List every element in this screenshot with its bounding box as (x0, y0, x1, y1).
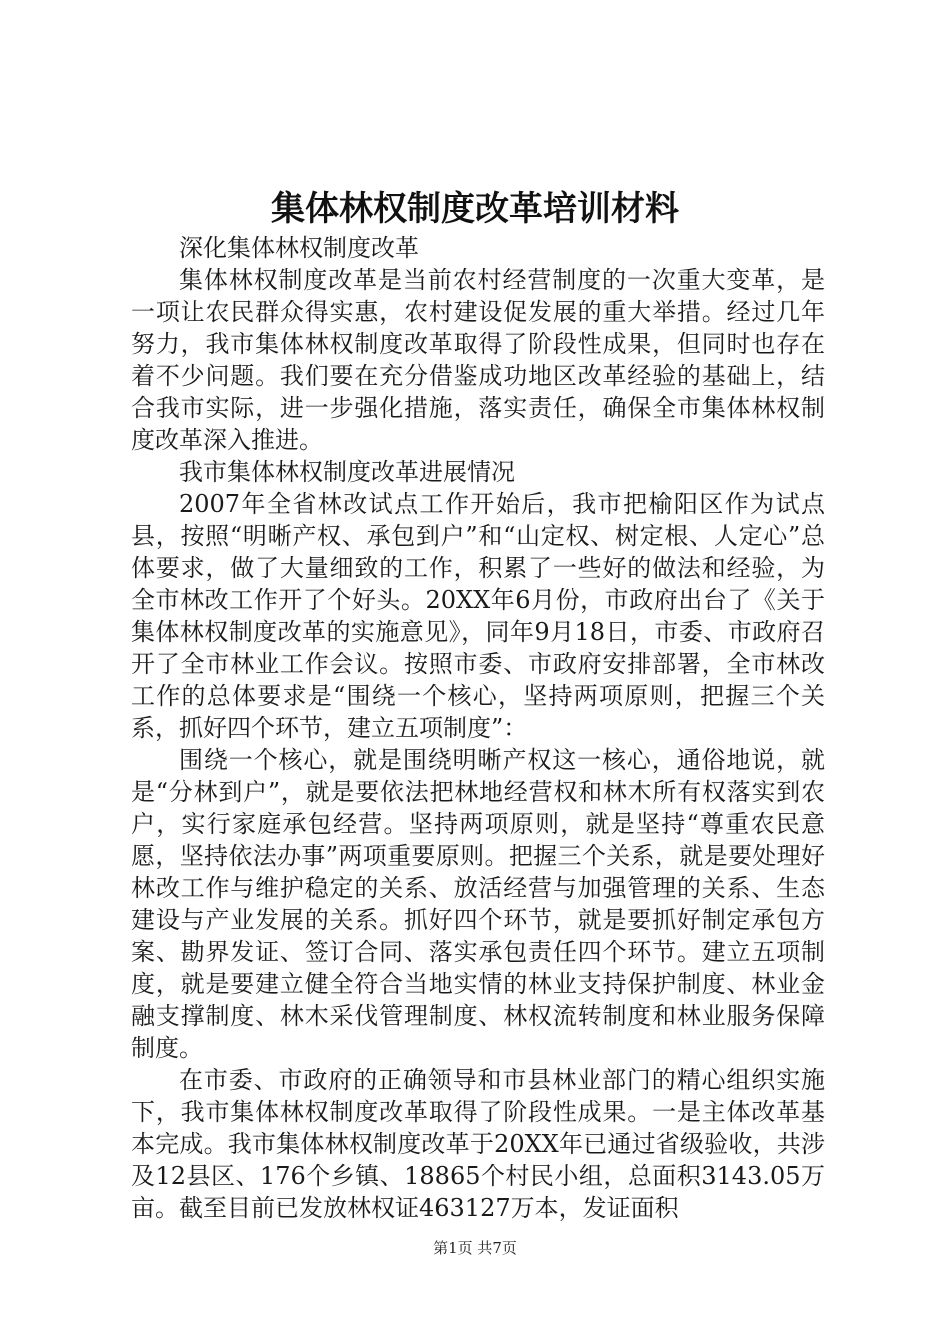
page-footer: 第1页 共7页 (433, 1239, 517, 1257)
body-paragraph: 围绕一个核心，就是围绕明晰产权这一核心，通俗地说，就是“分林到户”，就是要依法把林地经营权和林木所有权落实到农户，实行家庭承包经营。坚持两项原则，就是坚持“尊重农民意愿，坚持依法办事”两项重要原则。把握三个关系，就是要处理好林改工作与维护稳定的关系、放活经营与加强管理的关系、生态建设与产业发展的关系。抓好四个环节，就是要抓好制定承包方案、勘界发证、签订合同、落实承包责任四个环节。建立五项制度，就是要建立健全符合当地实情的林业支持保护制度、林业金融支撑制度、林木采伐管理制度、林权流转制度和林业服务保障制度。 (131, 746, 825, 1062)
section-heading: 我市集体林权制度改革进展情况 (179, 458, 515, 486)
body-paragraph: 2007年全省林改试点工作开始后，我市把榆阳区作为试点县，按照“明晰产权、承包到户”和“山定权、树定根、人定心”总体要求，做了大量细致的工作，积累了一些好的做法和经验，为全市林改工作开了个好头。20XX年6月份，市政府出台了《关于集体林权制度改革的实施意见》，同年9月18日，市委、市政府召开了全市林业工作会议。按照市委、市政府安排部署，全市林改工作的总体要求是“围绕一个核心，坚持两项原则，把握三个关系，抓好四个环节，建立五项制度”： (131, 490, 825, 742)
body-paragraph: 集体林权制度改革是当前农村经营制度的一次重大变革，是一项让农民群众得实惠，农村建设促发展的重大举措。经过几年努力，我市集体林权制度改革取得了阶段性成果，但同时也存在着不少问题。我们要在充分借鉴成功地区改革经验的基础上，结合我市实际，进一步强化措施，落实责任，确保全市集体林权制度改革深入推进。 (131, 266, 825, 454)
document-title: 集体林权制度改革培训材料 (271, 189, 679, 229)
section-heading: 深化集体林权制度改革 (179, 234, 419, 262)
document-body (131, 232, 825, 1224)
body-paragraph: 在市委、市政府的正确领导和市县林业部门的精心组织实施下，我市集体林权制度改革取得了阶段性成果。一是主体改革基本完成。我市集体林权制度改革于20XX年已通过省级验收，共涉及12县区、176个乡镇、18865个村民小组，总面积3143.05万亩。截至目前已发放林权证463127万本，发证面积 (131, 1066, 825, 1222)
